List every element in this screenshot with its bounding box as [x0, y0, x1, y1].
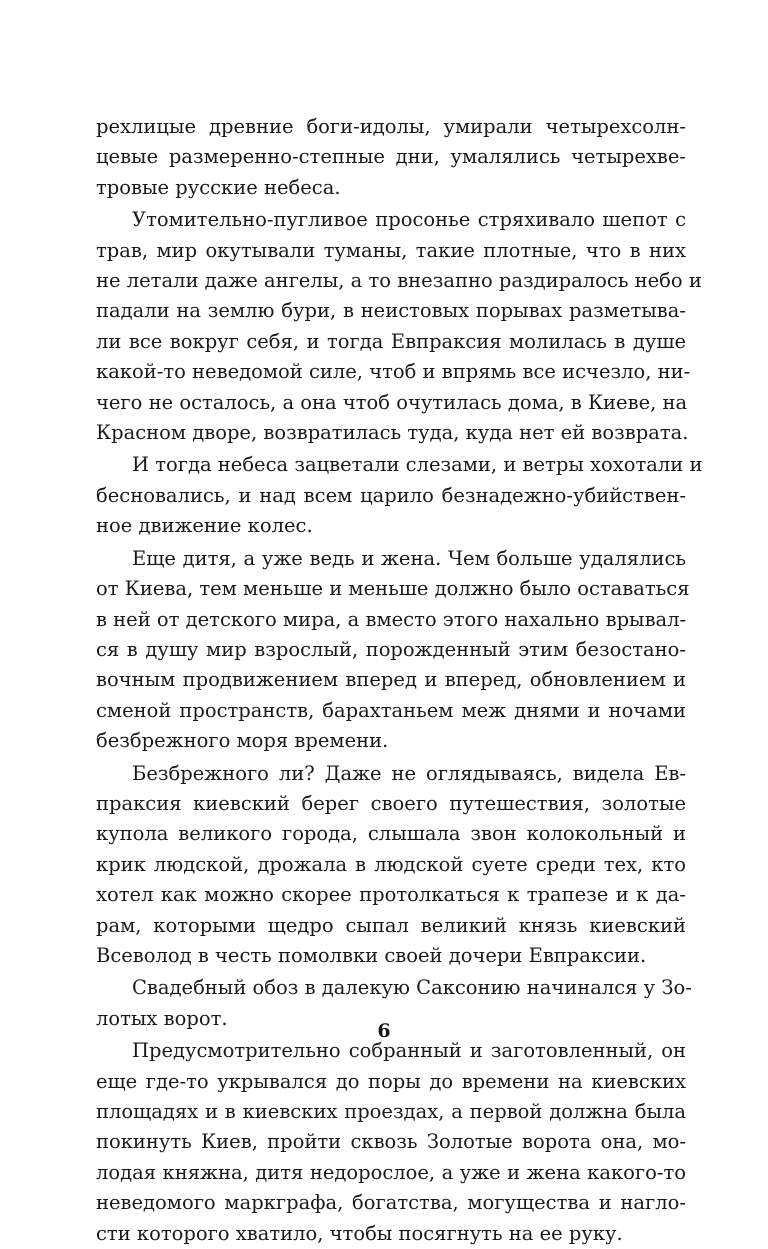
text-line: лотых ворот. [96, 1006, 228, 1030]
text-line: от Киева, тем меньше и меньше должно было оставаться [96, 577, 690, 601]
text-line: лодая княжна, дитя недорослое, а уже и жена какого-то [96, 1160, 686, 1184]
text-line: рам, которыми щедро сыпал великий князь киевский [96, 913, 686, 937]
text-line: Красном дворе, возвратилась туда, куда нет ей возврата. [96, 421, 689, 445]
text-line: какой-то неведомой силе, чтоб и впрямь все исчезло, ни- [96, 360, 691, 384]
text-line: не летали даже ангелы, а то внезапно раздиралось небо и [96, 269, 702, 293]
paragraph [96, 1036, 686, 1249]
text-line: Еще дитя, а уже ведь и жена. Чем больше удалялись [132, 546, 686, 570]
text-line: чего не осталось, а она чтоб очутилась дома, в Киеве, на [96, 390, 688, 414]
text-line: хотел как можно скорее протолкаться к трапезе и к да- [96, 883, 686, 907]
paragraph [96, 544, 690, 757]
text-line: цевые размеренно-степные дни, умалялись четырехве- [96, 145, 686, 169]
text-line: рехлицые древние боги-идолы, умирали четырехсолн- [96, 115, 686, 138]
text-line: сменой пространств, барахтаньем меж днями и ночами [96, 698, 686, 722]
text-line: праксия киевский берег своего путешествия, золотые [96, 791, 686, 815]
text-line: тровые русские небеса. [96, 175, 341, 199]
text-line: еще где-то укрывался до поры до времени на киевских [96, 1069, 686, 1093]
paragraph [96, 112, 686, 203]
text-line: безбрежного моря времени. [96, 729, 389, 753]
text-line: площадях и в киевских проездах, а первой должна была [96, 1100, 686, 1123]
paragraph [96, 450, 703, 541]
paragraph [96, 759, 686, 972]
text-line: в ней от детского мира, а вместо этого нахально врывал- [96, 607, 687, 631]
text-line: Безбрежного ли? Даже не оглядываясь, видела Ев- [132, 761, 686, 785]
text-line: ли все вокруг себя, и тогда Евпраксия молилась в душе [96, 329, 686, 353]
text-line: вочным продвижением вперед и вперед, обновлением и [96, 668, 686, 692]
text-line: бесновались, и над всем царило безнадежно-убийствен- [96, 483, 686, 507]
text-line: ное движение колес. [96, 514, 313, 538]
text-line: Предусмотрительно собранный и заготовленный, он [132, 1039, 686, 1063]
text-line: Утомительно-пугливое просонье стряхивало шепот с [132, 208, 686, 232]
text-line: И тогда небеса зацветали слезами, и ветры хохотали и [132, 453, 703, 477]
text-line: покинуть Киев, пройти сквозь Золотые ворота она, мо- [96, 1130, 686, 1154]
text-line: Всеволод в честь помолвки своей дочери Евпраксии. [96, 943, 647, 967]
text-line: падали на землю бури, в неистовых порывах разметыва- [96, 299, 686, 323]
text-line: крик людской, дрожала в людской суете среди тех, кто [96, 852, 686, 876]
text-line: купола великого города, слышала звон колокольный и [96, 822, 686, 846]
text-line: неведомого маркграфа, богатства, могущества и нагло- [96, 1191, 686, 1215]
page-body [96, 112, 703, 1249]
text-line: ся в душу мир взрослый, порожденный этим безостано- [96, 637, 686, 661]
text-line: Свадебный обоз в далекую Саксонию начинался у Зо- [132, 976, 692, 1000]
text-line: сти которого хватило, чтобы посягнуть на ее руку. [96, 1221, 623, 1245]
page-number: 6 [377, 1020, 391, 1042]
text-line: трав, мир окутывали туманы, такие плотные, что в них [96, 238, 686, 262]
paragraph [96, 205, 702, 448]
